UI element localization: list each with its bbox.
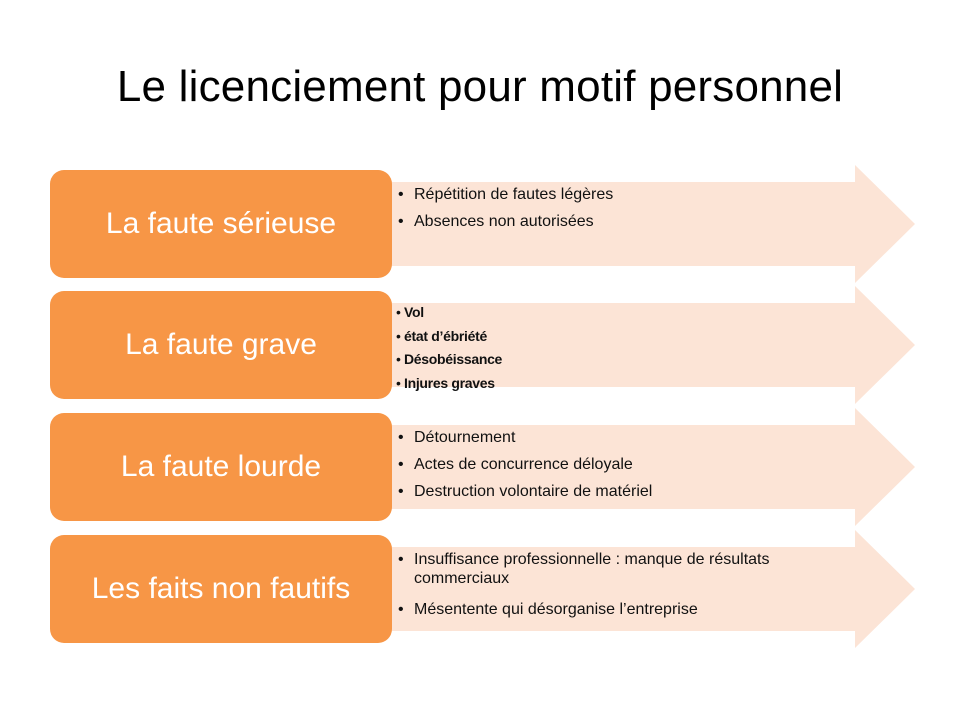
row-faute-grave: [0, 286, 960, 404]
label-faute-grave: La faute grave: [50, 291, 392, 399]
bullet-list-faute-lourde: [396, 424, 652, 505]
slide-title: Le licenciement pour motif personnel: [116, 62, 844, 111]
label-faits-non-fautifs: Les faits non fautifs: [50, 535, 392, 643]
bullet-list-faits-non-fautifs: [396, 550, 859, 623]
label-faute-serieuse: La faute sérieuse: [50, 170, 392, 278]
list-item: • Répétition de fautes légères: [396, 181, 613, 208]
list-item: • état d’ébriété: [396, 325, 502, 349]
label-faute-lourde: La faute lourde: [50, 413, 392, 521]
row-faute-serieuse: [0, 165, 960, 283]
list-item: • Mésentente qui désorganise l’entreprise: [396, 596, 859, 623]
list-item: • Injures graves: [396, 372, 502, 396]
list-item: • Vol: [396, 301, 502, 325]
row-faute-lourde: [0, 408, 960, 526]
list-item: • Actes de concurrence déloyale: [396, 451, 652, 478]
list-item: • Absences non autorisées: [396, 208, 613, 235]
list-item: • Insuffisance professionnelle : manque de résultats commerciaux: [396, 550, 859, 588]
list-item: • Désobéissance: [396, 348, 502, 372]
list-item: • Destruction volontaire de matériel: [396, 478, 652, 505]
bullet-list-faute-grave: [396, 301, 502, 395]
row-faits-non-fautifs: [0, 530, 960, 648]
list-item: • Détournement: [396, 424, 652, 451]
bullet-list-faute-serieuse: [396, 181, 613, 235]
